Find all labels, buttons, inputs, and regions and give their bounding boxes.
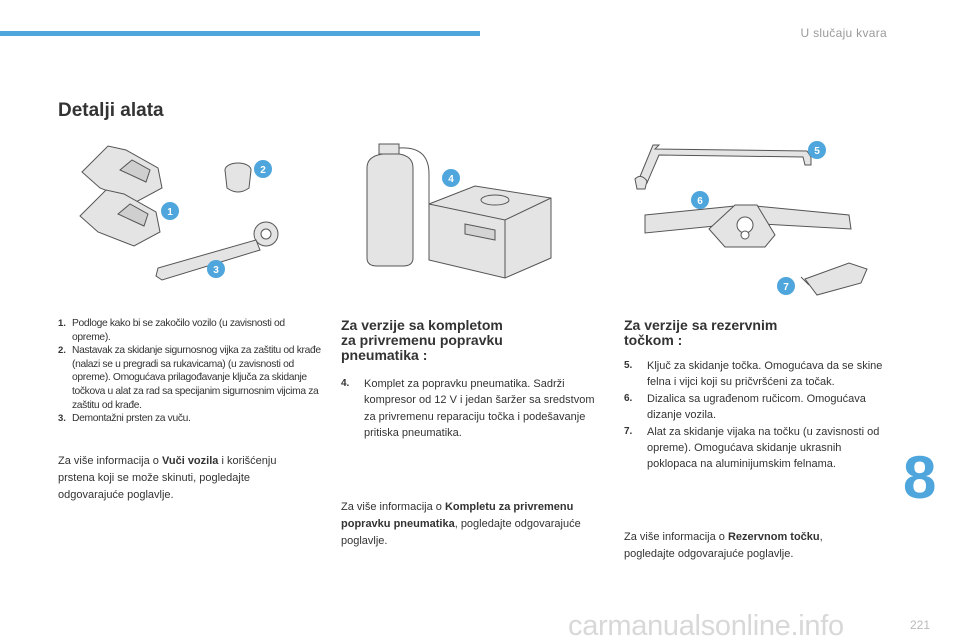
repair-kit-heading: Za verzije sa kompletom za privremenu popravku pneumatika : [341, 317, 503, 363]
list-item: 7. Alat za skidanje vijaka na točku (u zavisnosti od opreme). Omogućava skidanje ukrasnih poklopaca na aluminijumskim felnama. [624, 425, 880, 471]
list-item: 3. Demontažni prsten za vuču. [58, 413, 191, 425]
badge-3 [207, 260, 225, 278]
list-item: 2. Nastavak za skidanje sigurnosnog vijka za zaštitu od krađe (nalazi se u pregradi sa rukavicama) (u zavisnosti od opreme). Omogućava prilagođavanje ključa za skidanje točkova u alat za rad sa specijanim sigurnosnim vijcima za zaštitu od krađe. [58, 345, 321, 411]
list-item: 6. Dizalica sa ugrađenom ručicom. Omogućava dizanje vozila. [624, 392, 866, 422]
badge-6 [691, 191, 709, 209]
page-number: 221 [910, 618, 931, 632]
svg-text:3: 3 [213, 265, 219, 276]
page-title: Detalji alata [58, 100, 164, 121]
svg-text:1: 1 [167, 207, 173, 218]
repair-kit-list [341, 376, 603, 442]
badge-1 [161, 202, 179, 220]
spare-wheel-heading: Za verzije sa rezervnim točkom : [624, 317, 778, 348]
svg-text:2: 2 [260, 165, 266, 176]
brace-jack-tool-illustration [625, 135, 870, 300]
watermark: carmanualsonline.info [568, 610, 844, 642]
svg-text:7: 7 [783, 282, 789, 293]
badge-2 [254, 160, 272, 178]
badge-5 [808, 141, 826, 159]
repair-kit-reference-note: Za više informacija o Kompletu za privremenu popravku pneumatika, pogledajte odgovarajuće poglavlje. [341, 501, 581, 547]
list-item: 5. Ključ za skidanje točka. Omogućava da se skine felna i vijci koji su pričvršćeni za točak. [624, 360, 883, 389]
towing-reference-note: Za više informacija o Vuči vozila i korišćenju prstena koji se može skinuti, pogledajte odgovarajuće poglavlje. [58, 455, 277, 501]
spare-wheel-reference-note: Za više informacija o Rezervnom točku, pogledajte odgovarajuće poglavlje. [624, 531, 823, 560]
list-item: 1. Podloge kako bi se zakočilo vozilo (u zavisnosti od opreme). [58, 318, 285, 343]
badge-4 [442, 169, 460, 187]
list-item: 4. Komplet za popravku pneumatika. Sadrži kompresor od 12 V i jedan šaržer sa sredstvom za privremenu reparaciju točka i podešavanje pritiska pneumatika. [341, 378, 595, 440]
chapter-number: 8 [903, 444, 937, 511]
spare-wheel-list [624, 358, 886, 473]
svg-text:4: 4 [448, 174, 454, 185]
badge-7 [777, 277, 795, 295]
tools-list [58, 317, 323, 426]
tyre-repair-kit-illustration [355, 140, 580, 290]
svg-text:6: 6 [697, 196, 703, 207]
svg-text:5: 5 [814, 146, 820, 157]
header-accent-bar [0, 31, 480, 36]
section-header: U slučaju kvara [800, 26, 887, 40]
chocks-adapter-towing-eye-illustration [70, 140, 300, 290]
